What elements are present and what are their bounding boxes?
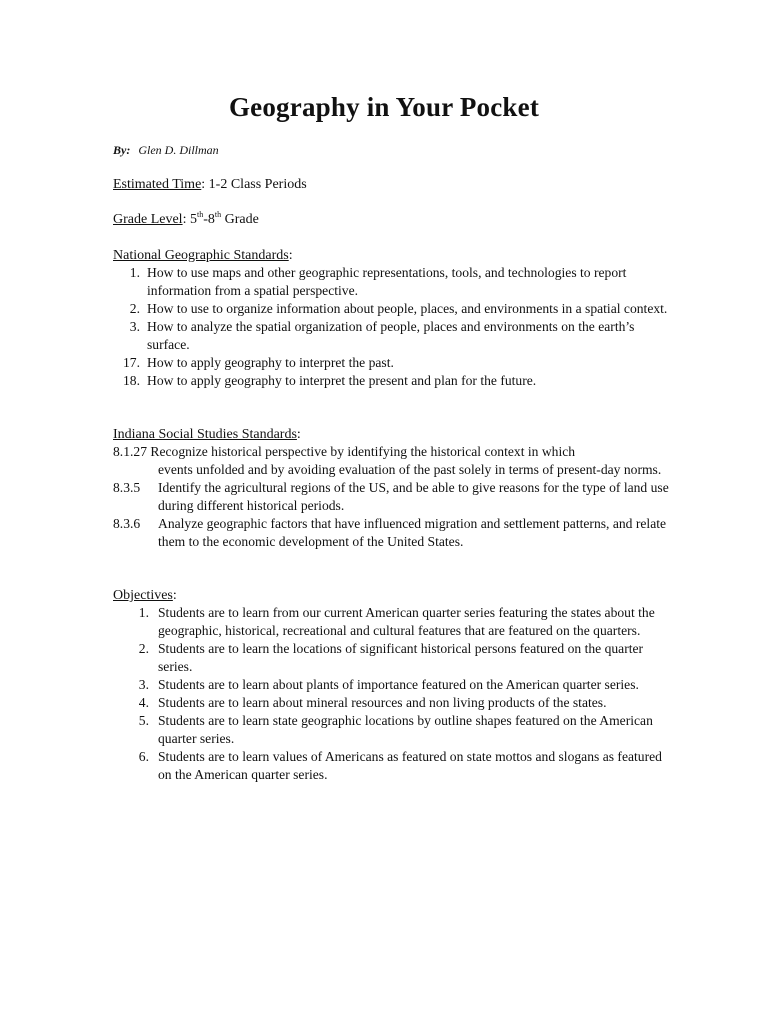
national-standards-list	[113, 264, 673, 390]
item-text: How to use maps and other geographic representations, tools, and technologies to report information from a spatial perspective.	[147, 265, 627, 298]
list-item	[113, 372, 673, 390]
author-name: Glen D. Dillman	[138, 143, 219, 157]
estimated-time-value: : 1-2 Class Periods	[201, 177, 307, 192]
list-item	[113, 264, 673, 300]
list-item	[113, 318, 673, 354]
indiana-standards-list	[113, 443, 673, 551]
item-number: 8.1.27	[113, 444, 147, 459]
list-item	[113, 676, 673, 694]
item-number: 18.	[123, 373, 140, 388]
list-item	[113, 712, 673, 748]
list-item	[113, 694, 673, 712]
item-number: 1.	[138, 605, 149, 620]
item-text: Analyze geographic factors that have influenced migration and settlement patterns, and relate them to the economic development of the United States.	[158, 516, 667, 549]
item-text: Students are to learn about plants of importance featured on the American quarter series.	[158, 677, 639, 692]
national-standards-heading	[113, 248, 293, 264]
item-number: 8.3.5	[113, 480, 141, 495]
item-text: Students are to learn from our current American quarter series featuring the states about the geographic, historical, recreational and cultural features that are featured on the quarters.	[158, 605, 655, 638]
item-number: 2.	[138, 641, 149, 656]
indiana-standards-colon: :	[296, 427, 301, 442]
grade-sup-end: th	[214, 210, 222, 219]
estimated-time	[113, 177, 307, 193]
list-item	[113, 748, 673, 784]
objectives-colon: :	[172, 588, 177, 603]
national-standards-title: National Geographic Standards	[113, 248, 289, 263]
list-item	[113, 354, 673, 372]
objectives-list	[113, 604, 673, 784]
grade-level	[113, 212, 259, 228]
grade-level-end: -8	[203, 212, 215, 227]
objectives-title: Objectives	[113, 588, 173, 603]
list-item	[113, 515, 673, 551]
item-text: How to use to organize information about people, places, and environments in a spatial context.	[147, 301, 668, 316]
grade-level-label: Grade Level	[113, 212, 183, 227]
item-number: 4.	[138, 695, 149, 710]
item-number: 6.	[138, 749, 149, 764]
item-text-continued: events unfolded and by avoiding evaluation of the past solely in terms of present-day norms.	[158, 462, 662, 477]
indiana-standards-heading	[113, 427, 301, 443]
item-number: 1.	[129, 265, 140, 280]
item-text: Students are to learn values of Americans as featured on state mottos and slogans as featured on the American quarter series.	[158, 749, 662, 782]
grade-sup-start: th	[196, 210, 204, 219]
item-number: 3.	[129, 319, 140, 334]
indiana-standards-title: Indiana Social Studies Standards	[113, 427, 297, 442]
item-text: How to analyze the spatial organization of people, places and environments on the earth’s surface.	[147, 319, 635, 352]
item-number: 17.	[123, 355, 140, 370]
list-item	[113, 604, 673, 640]
byline	[113, 143, 219, 158]
list-item	[113, 443, 673, 479]
grade-level-start: : 5	[182, 212, 197, 227]
item-text: How to apply geography to interpret the past.	[147, 355, 394, 370]
item-number: 3.	[138, 677, 149, 692]
document-title: Geography in Your Pocket	[228, 92, 540, 122]
list-item	[113, 300, 673, 318]
item-text: Students are to learn state geographic locations by outline shapes featured on the American quarter series.	[158, 713, 653, 746]
by-label: By:	[113, 143, 131, 157]
item-text: Identify the agricultural regions of the US, and be able to give reasons for the type of land use during different historical periods.	[158, 480, 669, 513]
item-text: Students are to learn about mineral resources and non living products of the states.	[158, 695, 607, 710]
estimated-time-label: Estimated Time	[113, 177, 202, 192]
item-text: Students are to learn the locations of significant historical persons featured on the quarter series.	[158, 641, 644, 674]
grade-suffix: Grade	[221, 212, 259, 227]
list-item	[113, 479, 673, 515]
list-item	[113, 640, 673, 676]
national-standards-colon: :	[288, 248, 293, 263]
item-number: 8.3.6	[113, 516, 141, 531]
objectives-heading	[113, 588, 177, 604]
item-number: 2.	[129, 301, 140, 316]
item-text-first-line: Recognize historical perspective by identifying the historical context in which	[150, 444, 576, 459]
item-text: How to apply geography to interpret the present and plan for the future.	[147, 373, 537, 388]
item-text	[113, 443, 673, 479]
item-number: 5.	[138, 713, 149, 728]
